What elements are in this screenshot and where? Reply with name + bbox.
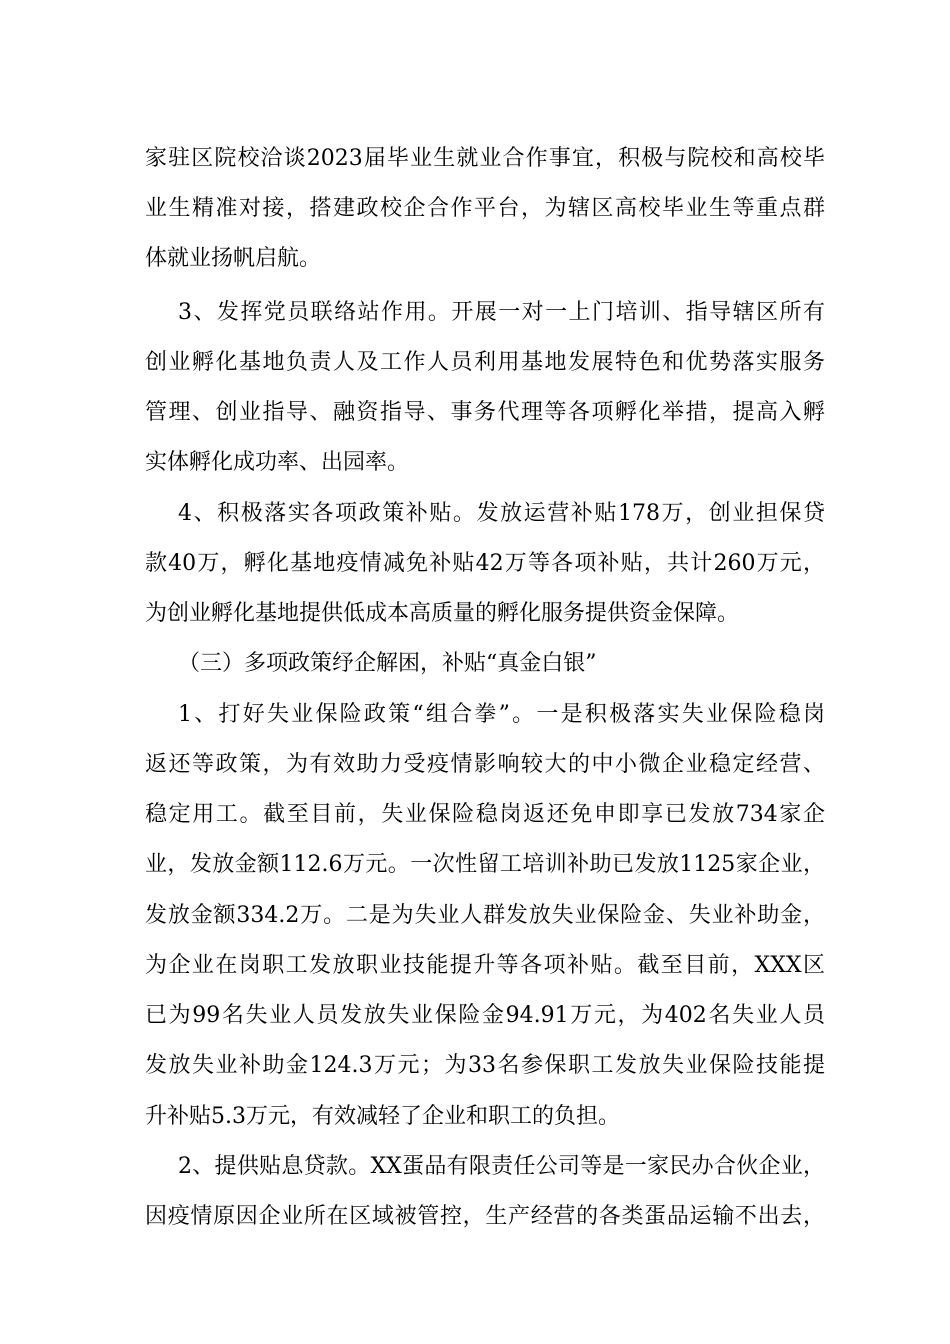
paragraph-line: 体就业扬帆启航。	[145, 246, 322, 271]
paragraph-line: 稳定用工。截至目前，失业保险稳岗返还免申即享已发放734家企	[145, 802, 825, 827]
paragraph-line: 发放金额334.2万。二是为失业人群发放失业保险金、失业补助金，	[145, 903, 825, 928]
paragraph-line: 返还等政策，为有效助力受疫情影响较大的中小微企业稳定经营、	[145, 752, 825, 777]
paragraph-line: 1、打好失业保险政策“组合拳”。一是积极落实失业保险稳岗	[178, 702, 825, 727]
paragraph-line: 因疫情原因企业所在区域被管控，生产经营的各类蛋品运输不出去，	[145, 1204, 825, 1229]
paragraph-line: 升补贴5.3万元，有效减轻了企业和职工的负担。	[145, 1104, 620, 1129]
paragraph-line: 已为99名失业人员发放失业保险金94.91万元，为402名失业人员	[145, 1003, 825, 1028]
paragraph-line: 发放失业补助金124.3万元；为33名参保职工发放失业保险技能提	[145, 1053, 825, 1078]
paragraph-line: 实体孵化成功率、出园率。	[145, 450, 410, 475]
paragraph-line: 管理、创业指导、融资指导、事务代理等各项孵化举措，提高入孵	[145, 400, 825, 425]
paragraph-line: 业生精准对接，搭建政校企合作平台，为辖区高校毕业生等重点群	[145, 196, 825, 221]
paragraph-line: 业，发放金额112.6万元。一次性留工培训补助已发放1125家企业，	[145, 852, 825, 877]
paragraph-line: 家驻区院校洽谈2023届毕业生就业合作事宜，积极与院校和高校毕	[145, 146, 825, 171]
paragraph-line: 2、提供贴息贷款。XX蛋品有限责任公司等是一家民办合伙企业，	[178, 1154, 825, 1179]
section-heading: （三）多项政策纾企解困，补贴“真金白银”	[178, 651, 597, 676]
paragraph-line: 4、积极落实各项政策补贴。发放运营补贴178万，创业担保贷	[178, 501, 825, 526]
paragraph-line: 为创业孵化基地提供低成本高质量的孵化服务提供资金保障。	[145, 601, 740, 626]
paragraph-line: 款40万，孵化基地疫情减免补贴42万等各项补贴，共计260万元，	[145, 551, 825, 576]
paragraph-line: 3、发挥党员联络站作用。开展一对一上门培训、指导辖区所有	[178, 300, 825, 325]
paragraph-line: 为企业在岗职工发放职业技能提升等各项补贴。截至目前，XXX区	[145, 953, 825, 978]
paragraph-line: 创业孵化基地负责人及工作人员利用基地发展特色和优势落实服务	[145, 350, 825, 375]
